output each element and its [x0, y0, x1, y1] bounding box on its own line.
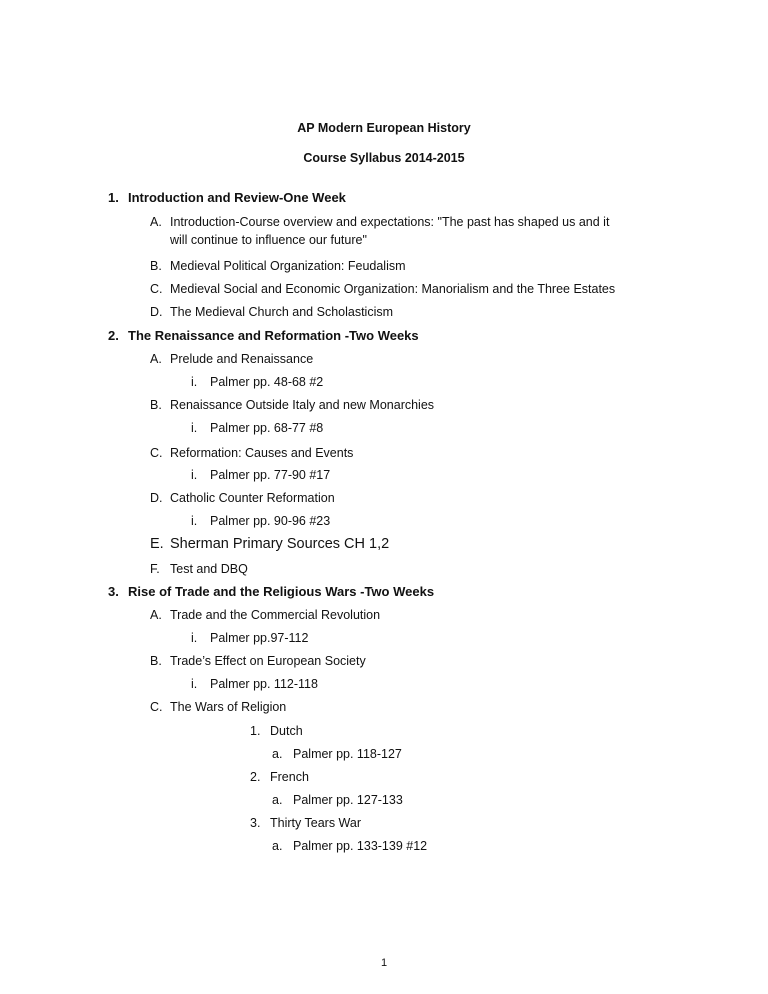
list-text: Test and DBQ [170, 562, 248, 576]
list-marker: D. [150, 305, 163, 319]
list-marker: 1. [250, 724, 261, 738]
list-text: French [270, 770, 309, 784]
list-marker: 1. [108, 190, 119, 205]
list-text: Palmer pp. 77-90 #17 [210, 468, 331, 482]
list-text: Introduction and Review-One Week [128, 190, 346, 205]
list-marker: C. [150, 446, 163, 460]
list-text: Trade and the Commercial Revolution [170, 608, 381, 622]
page-number: 1 [380, 957, 388, 969]
list-marker: i. [191, 375, 198, 389]
list-text: Reformation: Causes and Events [170, 446, 354, 460]
list-text: Palmer pp. 112-118 [210, 677, 318, 691]
list-text: Dutch [270, 724, 303, 738]
list-text: Medieval Political Organization: Feudalism [170, 259, 406, 273]
list-text: Palmer pp. 118-127 [293, 747, 402, 761]
list-marker: B. [150, 398, 162, 412]
list-text: Palmer pp. 90-96 #23 [210, 514, 331, 528]
list-text: Rise of Trade and the Religious Wars -Two Weeks [128, 584, 435, 599]
list-text: The Renaissance and Reformation -Two Weeks [128, 328, 419, 343]
list-marker: i. [191, 468, 198, 482]
list-marker: D. [150, 491, 163, 505]
document-subtitle: Course Syllabus 2014-2015 [303, 151, 465, 165]
list-marker: E. [150, 536, 164, 552]
list-text: Palmer pp.97-112 [210, 631, 309, 645]
list-text: Medieval Social and Economic Organization: Manorialism and the Three Estates [170, 282, 616, 296]
list-marker: i. [191, 631, 198, 645]
list-text: Trade’s Effect on European Society [170, 654, 366, 668]
list-marker: A. [150, 608, 162, 622]
list-marker: 2. [250, 770, 261, 784]
list-text: Renaissance Outside Italy and new Monarchies [170, 398, 435, 412]
list-marker: A. [150, 215, 162, 229]
list-text: Palmer pp. 48-68 #2 [210, 375, 324, 389]
list-text: Prelude and Renaissance [170, 352, 314, 366]
list-marker: i. [191, 421, 198, 435]
list-marker: C. [150, 282, 163, 296]
document-title: AP Modern European History [297, 121, 471, 135]
list-text: Palmer pp. 133-139 #12 [293, 839, 428, 853]
list-marker: A. [150, 352, 162, 366]
list-marker: i. [191, 677, 198, 691]
list-marker: i. [191, 514, 198, 528]
list-marker: a. [272, 839, 283, 853]
list-marker: 3. [250, 816, 261, 830]
list-text: Sherman Primary Sources CH 1,2 [170, 536, 390, 552]
list-text: Thirty Tears War [270, 816, 361, 830]
list-marker: a. [272, 747, 283, 761]
list-marker: C. [150, 700, 163, 714]
list-text: Palmer pp. 68-77 #8 [210, 421, 324, 435]
list-text: Introduction-Course overview and expectations: "The past has shaped us and it [170, 215, 610, 229]
list-marker: B. [150, 654, 162, 668]
list-marker: F. [150, 562, 160, 576]
list-text: The Wars of Religion [170, 700, 287, 714]
list-text: Catholic Counter Reformation [170, 491, 335, 505]
list-marker: 3. [108, 584, 119, 599]
list-text: Palmer pp. 127-133 [293, 793, 403, 807]
list-marker: 2. [108, 328, 119, 343]
list-marker: a. [272, 793, 283, 807]
list-marker: B. [150, 259, 162, 273]
list-text-continuation: will continue to influence our future" [170, 233, 367, 247]
list-text: The Medieval Church and Scholasticism [170, 305, 394, 319]
